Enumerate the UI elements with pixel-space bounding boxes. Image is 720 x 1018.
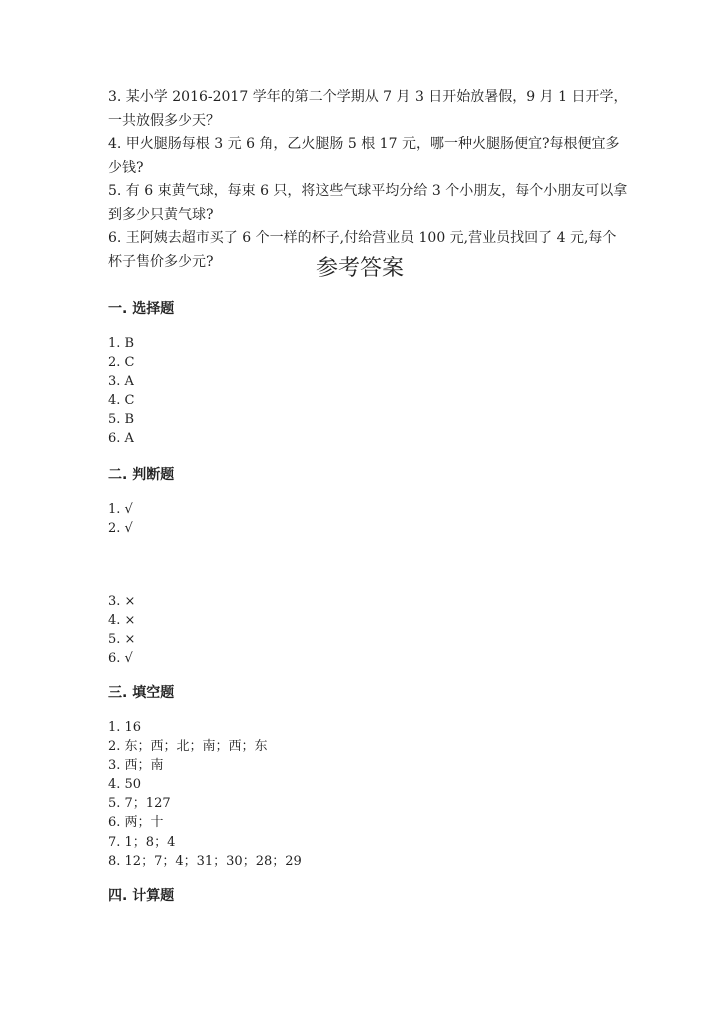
answer-item: 4. ×: [108, 613, 136, 629]
problem-6: 6. 王阿姨去超市买了 6 个一样的杯子,付给营业员 100 元,营业员找回了 4 元,每个杯子售价多少元?: [108, 230, 617, 270]
answer-item: 3. A: [108, 374, 134, 390]
answer-item: 1. B: [108, 336, 135, 351]
choice-answers: [108, 334, 134, 449]
answer-title: 参考答案: [315, 256, 404, 281]
answer-item: 6. √: [108, 651, 133, 667]
fill-answers: [108, 718, 302, 871]
answer-item: 5. ×: [108, 632, 136, 648]
answer-item: 5. B: [108, 412, 135, 428]
judge-answers-a: [108, 500, 133, 538]
judge-answers-b: [108, 592, 135, 668]
answer-item: 8. 12；7；4；31；30；28；29: [108, 853, 302, 869]
answer-item: 1. √: [108, 502, 133, 517]
problem-list: [108, 86, 628, 274]
answer-item: 1. 16: [108, 720, 142, 735]
answer-item: 6. A: [108, 431, 134, 447]
section-heading-calc: 四. 计算题: [108, 888, 175, 904]
answer-item: 6. 两；十: [108, 815, 164, 831]
answer-item: 3. 西；南: [108, 758, 164, 774]
section-heading-judge: 二. 判断题: [108, 467, 175, 483]
answer-item: 7. 1；8；4: [108, 834, 176, 850]
answer-item: 3. ×: [108, 594, 136, 609]
problem-4: 4. 甲火腿肠每根 3 元 6 角，乙火腿肠 5 根 17 元，哪一种火腿肠便宜?每根便宜多少钱?: [108, 136, 620, 176]
problem-5: 5. 有 6 束黄气球，每束 6 只，将这些气球平均分给 3 个小朋友，每个小朋友可以拿到多少只黄气球?: [108, 183, 628, 223]
problem-3: 3. 某小学 2016-2017 学年的第二个学期从 7 月 3 日开始放暑假，9 月 1 日开学，一共放假多少天？: [108, 89, 628, 129]
answer-item: 2. √: [108, 521, 133, 537]
answer-item: 5. 7；127: [108, 796, 171, 812]
section-heading-choice: 一. 选择题: [108, 301, 175, 317]
answer-item: 2. C: [108, 355, 135, 371]
answer-item: 4. C: [108, 393, 135, 409]
answer-item: 2. 东；西；北；南；西；东: [108, 739, 268, 755]
section-heading-fill: 三. 填空题: [108, 685, 175, 701]
answer-item: 4. 50: [108, 777, 142, 793]
